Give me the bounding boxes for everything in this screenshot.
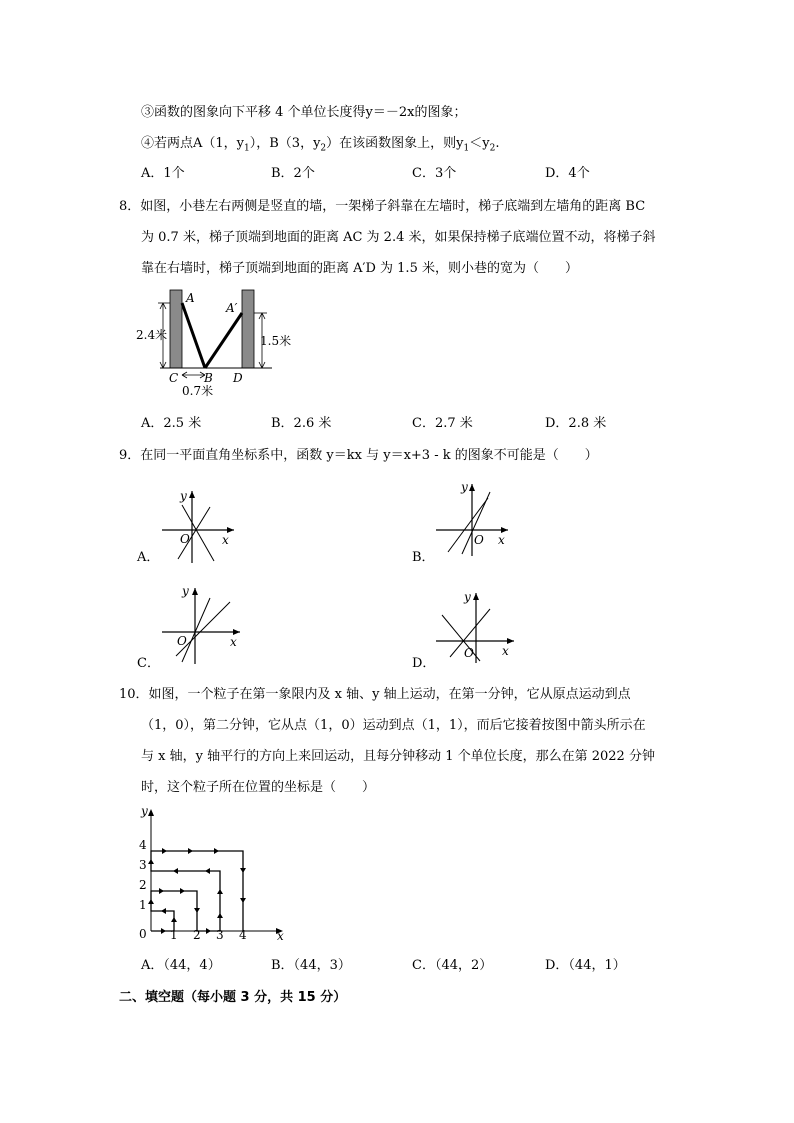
q7-option-d[interactable]: D．4个 (545, 166, 590, 181)
q7-option-a[interactable]: A．1个 (141, 166, 185, 181)
svg-text:x: x (230, 635, 237, 649)
q9-graph-a (160, 485, 240, 565)
q7-statement-3: ③函数的图象向下平移 4 个单位长度得y＝－2x的图象； (141, 105, 467, 120)
q8-option-b[interactable]: B．2.6 米 (271, 416, 332, 431)
svg-text:x: x (222, 533, 229, 547)
q7-s4-sub: 2 (489, 143, 496, 154)
svg-text:4: 4 (239, 928, 247, 942)
q9-option-c[interactable]: C． (137, 656, 160, 671)
label-2-4m: 2.4米 (136, 328, 168, 342)
label-d: D (233, 371, 243, 385)
q7-s4-sub: 2 (320, 143, 327, 154)
q10-stem-line-2: （1，0），第二分钟，它从点（1，0）运动到点（1，1），而后它接着按图中箭头所示在 (141, 718, 646, 733)
q7-s4-part: . (495, 136, 500, 151)
q8-ladder-figure (130, 285, 310, 400)
svg-text:2: 2 (139, 878, 147, 892)
svg-text:y: y (464, 590, 471, 604)
svg-text:x: x (502, 644, 509, 658)
svg-text:O: O (180, 532, 190, 546)
q10-option-b[interactable]: B．（44，3） (271, 958, 351, 973)
left-wall (170, 290, 182, 368)
svg-text:y: y (180, 489, 187, 503)
q7-s4-sub: 1 (244, 143, 250, 154)
label-1-5m: 1.5米 (260, 334, 292, 348)
svg-text:x: x (498, 533, 505, 547)
svg-text:O: O (177, 634, 187, 648)
q8-stem-line-1: 8．如图，小巷左右两侧是竖直的墙，一架梯子斜靠在左墙时，梯子底端到左墙角的距离 BC (119, 199, 646, 214)
label-a: A (186, 291, 195, 305)
q9-option-a[interactable]: A． (137, 550, 160, 565)
svg-text:O: O (474, 533, 484, 547)
ladder-right (205, 313, 242, 368)
q7-statement-4 (141, 135, 499, 158)
section-heading-fill-in: 二、填空题（每小题 3 分，共 15 分） (119, 990, 347, 1005)
q9-stem: 9．在同一平面直角坐标系中，函数 y＝kx 与 y＝x+3 - k 的图象不可能是（ ） (119, 448, 598, 463)
q10-stem-line-4: 时，这个粒子所在位置的坐标是（ ） (141, 780, 376, 795)
q7-s4-part: ④若两点A（1，y (141, 136, 245, 151)
q9-graph-b (434, 478, 514, 558)
svg-text:0: 0 (139, 927, 147, 941)
q10-option-d[interactable]: D．（44，1） (545, 958, 626, 973)
q7-s4-part: ），B（3，y (249, 136, 321, 151)
q10-option-a[interactable]: A．（44，4） (141, 958, 221, 973)
q10-stem-line-3: 与 x 轴，y 轴平行的方向上来回运动，且每分钟移动 1 个单位长度，那么在第 2022 分钟 (141, 749, 655, 764)
q8-option-c[interactable]: C．2.7 米 (412, 416, 473, 431)
q8-option-a[interactable]: A．2.5 米 (141, 416, 202, 431)
svg-text:4: 4 (139, 838, 147, 852)
svg-text:x: x (277, 929, 284, 943)
label-c: C (169, 371, 179, 385)
label-b: B (204, 371, 213, 385)
q7-option-c[interactable]: C．3个 (412, 166, 457, 181)
label-0-7m: 0.7米 (182, 384, 214, 398)
svg-text:y: y (141, 804, 148, 818)
q7-s4-part: ）在该函数图象上，则y (326, 136, 464, 151)
q9-graph-d (434, 585, 519, 665)
q10-path-figure (133, 803, 293, 943)
svg-text:2: 2 (193, 928, 201, 942)
q8-stem-line-3: 靠在右墙时，梯子顶端到地面的距离 A′D 为 1.5 米，则小巷的宽为（ ） (141, 261, 578, 276)
q7-s4-sub: 1 (463, 143, 470, 154)
right-wall (242, 290, 254, 368)
q9-option-d[interactable]: D． (412, 656, 436, 671)
ladder-left (182, 303, 205, 368)
svg-text:1: 1 (170, 928, 178, 942)
q8-option-d[interactable]: D．2.8 米 (545, 416, 607, 431)
svg-text:3: 3 (216, 928, 224, 942)
q9-option-b[interactable]: B． (412, 550, 435, 565)
svg-text:y: y (182, 584, 189, 598)
q10-stem-line-1: 10．如图，一个粒子在第一象限内及 x 轴、y 轴上运动，在第一分钟，它从原点运动到点 (119, 687, 631, 702)
svg-text:3: 3 (139, 858, 147, 872)
svg-text:O: O (464, 646, 474, 660)
q9-graph-c (160, 580, 245, 665)
q7-s4-part: ＜y (469, 136, 490, 151)
svg-text:y: y (461, 480, 468, 494)
q7-option-b[interactable]: B．2个 (271, 166, 315, 181)
q10-option-c[interactable]: C．（44，2） (412, 958, 493, 973)
label-a-prime: A′ (226, 301, 238, 315)
q8-stem-line-2: 为 0.7 米，梯子顶端到地面的距离 AC 为 2.4 米，如果保持梯子底端位置不动，将梯子斜 (141, 230, 656, 245)
svg-text:1: 1 (139, 898, 147, 912)
